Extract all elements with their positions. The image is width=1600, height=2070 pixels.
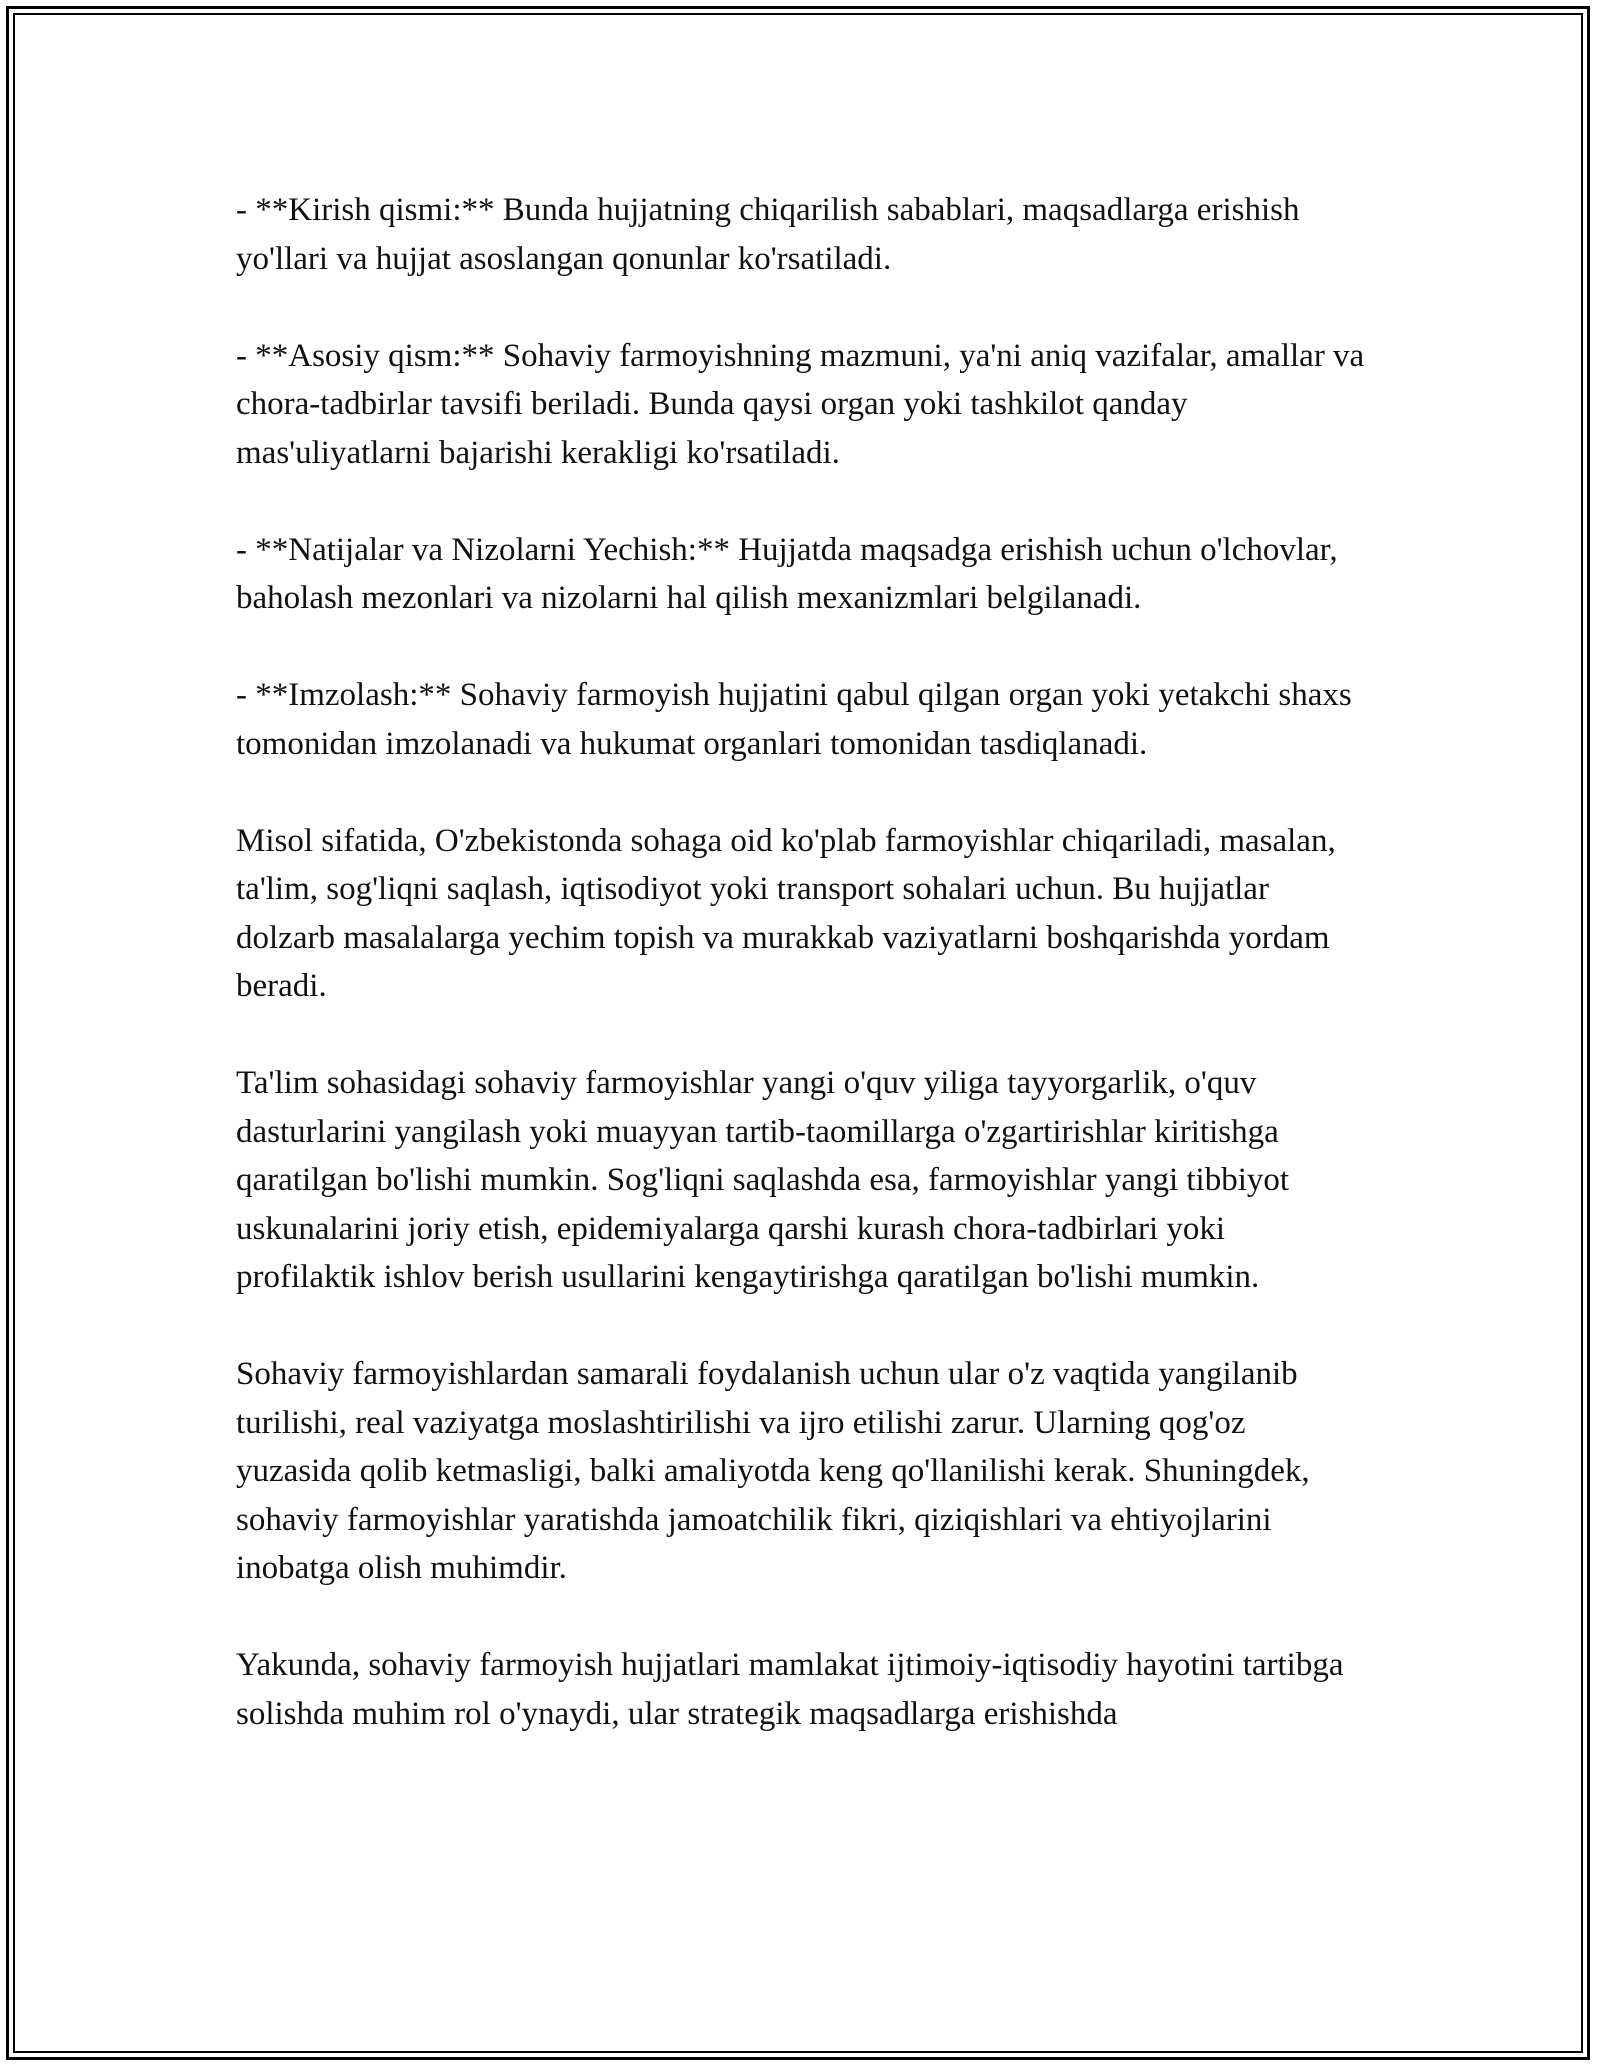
paragraph-kirish-qismi: - **Kirish qismi:** Bunda hujjatning chiqarilish sabablari, maqsadlarga erishish yo'llari va hujjat asoslangan qonunlar ko'rsatiladi.	[236, 192, 1300, 277]
paragraph-imzolash: - **Imzolash:** Sohaviy farmoyish hujjatini qabul qilgan organ yoki yetakchi shaxs tomonidan imzolanadi va hukumat organlari tomonidan tasdiqlanadi.	[236, 677, 1352, 762]
paragraph-misol: Misol sifatida, O'zbekistonda sohaga oid ko'plab farmoyishlar chiqariladi, masalan, ta'lim, sog'liqni saqlash, iqtisodiyot yoki transport sohalari uchun. Bu hujjatlar dolzarb masalalarga yechim topish va murakkab vaziyatlarni boshqarishda yordam beradi.	[236, 822, 1336, 1004]
paragraph-asosiy-qism: - **Asosiy qism:** Sohaviy farmoyishning mazmuni, ya'ni aniq vazifalar, amallar va chora-tadbirlar tavsifi beriladi. Bunda qaysi organ yoki tashkilot qanday mas'uliyatlarni bajarishi kerakligi ko'rsatiladi.	[236, 337, 1365, 471]
paragraph-natijalar: - **Natijalar va Nizolarni Yechish:** Hujjatda maqsadga erishish uchun o'lchovlar, baholash mezonlari va nizolarni hal qilish mexanizmlari belgilanadi.	[236, 531, 1338, 616]
document-body	[236, 186, 1366, 1787]
paragraph-samarali: Sohaviy farmoyishlardan samarali foydalanish uchun ular o'z vaqtida yangilanib turilishi, real vaziyatga moslashtirilishi va ijro etilishi zarur. Ularning qog'oz yuzasida qolib ketmasligi, balki amaliyotda keng qo'llanilishi kerak. Shuningdek, sohaviy farmoyishlar yaratishda jamoatchilik fikri, qiziqishlari va ehtiyojlarini inobatga olish muhimdir.	[236, 1356, 1310, 1586]
paragraph-yakunda: Yakunda, sohaviy farmoyish hujjatlari mamlakat ijtimoiy-iqtisodiy hayotini tartibga solishda muhim rol o'ynaydi, ular strategik maqsadlarga erishishda	[236, 1647, 1344, 1732]
paragraph-talim: Ta'lim sohasidagi sohaviy farmoyishlar yangi o'quv yiliga tayyorgarlik, o'quv dasturlarini yangilash yoki muayyan tartib-taomillarga o'zgartirishlar kiritishga qaratilgan bo'lishi mumkin. Sog'liqni saqlashda esa, farmoyishlar yangi tibbiyot uskunalarini joriy etish, epidemiyalarga qarshi kurash chora-tadbirlari yoki profilaktik ishlov berish usullarini kengaytirishga qaratilgan bo'lishi mumkin.	[236, 1065, 1290, 1295]
